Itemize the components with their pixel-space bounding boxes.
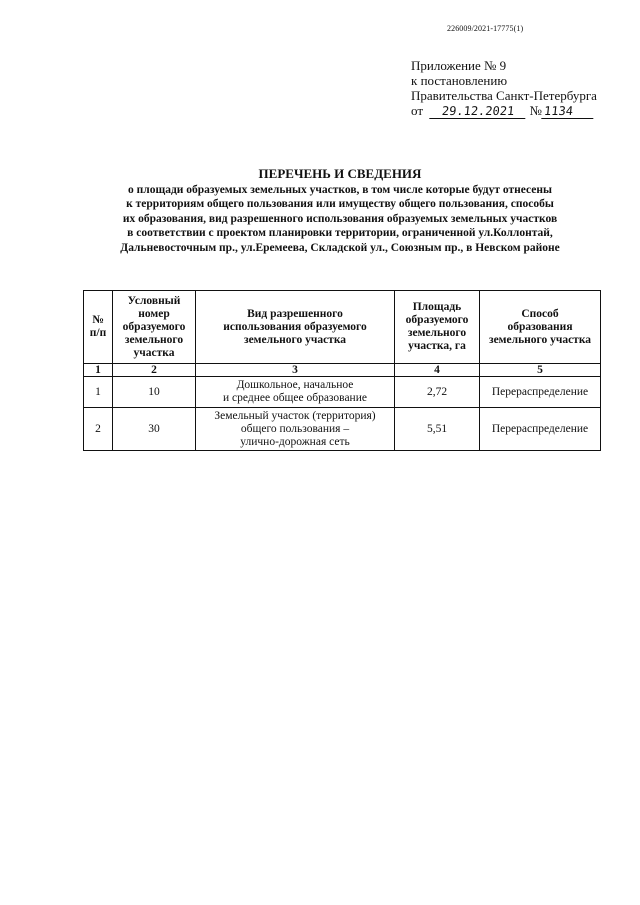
decree-number: 1134 xyxy=(541,105,594,119)
date-prefix: от xyxy=(411,103,424,118)
column-number: 2 xyxy=(113,364,196,377)
subtitle-line: их образования, вид разрешенного использования образуемых земельных участков xyxy=(122,212,558,225)
plot-area: 5,51 xyxy=(395,408,480,451)
column-number: 5 xyxy=(480,364,601,377)
row-number: 2 xyxy=(84,408,113,451)
permitted-use: Земельный участок (территория) общего пользования – улично-дорожная сеть xyxy=(196,408,395,451)
column-number: 3 xyxy=(196,364,395,377)
appendix-issuer: Правительства Санкт-Петербурга xyxy=(411,88,597,103)
appendix-block xyxy=(411,58,597,119)
table-row xyxy=(84,377,601,408)
land-plots-table xyxy=(83,290,601,451)
column-number: 1 xyxy=(84,364,113,377)
appendix-reference: к постановлению xyxy=(411,73,508,88)
subtitle-line: Дальневосточным пр., ул.Еремеева, Складской ул., Союзным пр., в Невском районе xyxy=(120,241,560,254)
plot-id: 10 xyxy=(113,377,196,408)
header-plot-id: Условный номер образуемого земельного участка xyxy=(113,291,196,364)
subtitle-line: о площади образуемых земельных участков, в том числе которые будут отнесены xyxy=(128,184,552,196)
number-prefix: № xyxy=(529,103,542,118)
document-subtitle xyxy=(60,183,620,255)
column-number: 4 xyxy=(395,364,480,377)
header-permitted-use: Вид разрешенного использования образуемого земельного участка xyxy=(196,291,395,364)
table-row xyxy=(84,408,601,451)
column-number-row xyxy=(84,364,601,377)
subtitle-line: в соответствии с проектом планировки территории, ограниченной ул.Коллонтай, xyxy=(127,227,553,240)
plot-area: 2,72 xyxy=(395,377,480,408)
appendix-date-line xyxy=(411,103,597,119)
formation-method: Перераспределение xyxy=(480,377,601,408)
subtitle-line: к территориям общего пользования или имуществу общего пользования, способы xyxy=(126,198,554,211)
permitted-use: Дошкольное, начальное и среднее общее образование xyxy=(196,377,395,408)
header-number: № п/п xyxy=(84,291,113,364)
row-number: 1 xyxy=(84,377,113,408)
document-id: 226009/2021-17775(1) xyxy=(447,24,524,33)
header-formation-method: Способ образования земельного участка xyxy=(480,291,601,364)
header-area: Площадь образуемого земельного участка, га xyxy=(395,291,480,364)
formation-method: Перераспределение xyxy=(480,408,601,451)
document-title: ПЕРЕЧЕНЬ И СВЕДЕНИЯ xyxy=(258,166,422,181)
appendix-title: Приложение № 9 xyxy=(411,58,507,73)
decree-date: 29.12.2021 xyxy=(430,105,527,119)
table-header-row xyxy=(84,291,601,364)
plot-id: 30 xyxy=(113,408,196,451)
